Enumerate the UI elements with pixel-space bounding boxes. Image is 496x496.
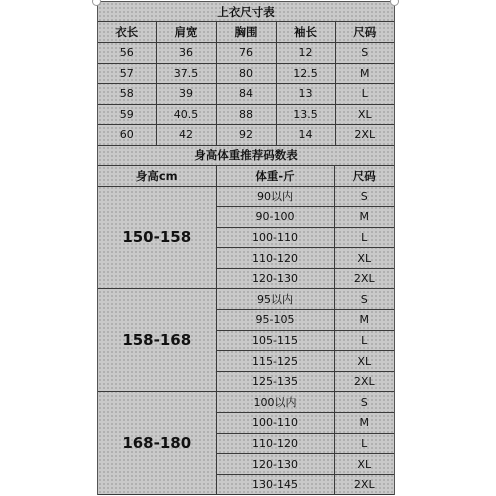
weight-cell: 120-130 [216, 268, 334, 289]
rec-size-cell: XL [334, 351, 394, 372]
size-cell: L [335, 84, 394, 105]
rec-size-cell: S [334, 392, 394, 413]
size-cell: 88 [216, 104, 276, 125]
rec-row [98, 392, 394, 413]
size-cell: XL [335, 104, 394, 125]
height-range-cell: 150-158 [98, 186, 216, 289]
size-cell: M [335, 63, 394, 84]
size-cell: 40.5 [156, 104, 216, 125]
header-size: 尺码 [335, 22, 394, 43]
header-chest: 胸围 [216, 22, 276, 43]
header-length: 衣长 [98, 22, 156, 43]
rec-size-cell: S [334, 186, 394, 207]
rec-size-cell: L [334, 330, 394, 351]
height-range-cell: 168-180 [98, 392, 216, 495]
size-table-body [98, 2, 394, 145]
weight-cell: 100-110 [216, 227, 334, 248]
size-cell: 92 [216, 125, 276, 146]
rec-table-header-row [98, 165, 394, 186]
recommendation-table-body [98, 146, 394, 495]
weight-cell: 125-135 [216, 371, 334, 392]
header-sleeve: 袖长 [276, 22, 335, 43]
rec-size-cell: XL [334, 454, 394, 475]
size-cell: 58 [98, 84, 156, 105]
size-cell: 13.5 [276, 104, 335, 125]
rec-table-title: 身高体重推荐码数表 [98, 146, 394, 166]
header-weight: 体重-斤 [216, 165, 334, 186]
size-cell: 39 [156, 84, 216, 105]
rec-size-cell: 2XL [334, 474, 394, 495]
rec-row [98, 186, 394, 207]
rec-size-cell: 2XL [334, 268, 394, 289]
size-cell: 76 [216, 43, 276, 64]
size-cell: 56 [98, 43, 156, 64]
weight-cell: 105-115 [216, 330, 334, 351]
weight-cell: 115-125 [216, 351, 334, 372]
size-cell: 12 [276, 43, 335, 64]
header-shoulder: 肩宽 [156, 22, 216, 43]
weight-cell: 110-120 [216, 248, 334, 269]
size-cell: 13 [276, 84, 335, 105]
size-row [98, 104, 394, 125]
rec-size-cell: M [334, 310, 394, 331]
weight-cell: 120-130 [216, 454, 334, 475]
height-range-cell: 158-168 [98, 289, 216, 392]
weight-cell: 95-105 [216, 310, 334, 331]
rec-row [98, 289, 394, 310]
size-cell: 60 [98, 125, 156, 146]
size-cell: 36 [156, 43, 216, 64]
rec-size-cell: 2XL [334, 371, 394, 392]
corner-handle [390, 0, 399, 6]
rec-size-cell: XL [334, 248, 394, 269]
size-row [98, 125, 394, 146]
header-rec-size: 尺码 [334, 165, 394, 186]
rec-table-title-row [98, 146, 394, 166]
weight-cell: 100以内 [216, 392, 334, 413]
weight-cell: 110-120 [216, 433, 334, 454]
weight-cell: 100-110 [216, 413, 334, 434]
recommendation-table [98, 146, 394, 496]
size-cell: 2XL [335, 125, 394, 146]
size-cell: 37.5 [156, 63, 216, 84]
size-row [98, 63, 394, 84]
rec-size-cell: L [334, 227, 394, 248]
rec-size-cell: L [334, 433, 394, 454]
size-row [98, 43, 394, 64]
rec-size-cell: M [334, 413, 394, 434]
size-chart-sheet [97, 1, 395, 495]
size-cell: S [335, 43, 394, 64]
size-cell: 57 [98, 63, 156, 84]
top-size-table [98, 2, 394, 146]
weight-cell: 130-145 [216, 474, 334, 495]
rec-size-cell: M [334, 207, 394, 228]
size-table-title-row [98, 2, 394, 22]
size-cell: 42 [156, 125, 216, 146]
size-cell: 59 [98, 104, 156, 125]
size-cell: 14 [276, 125, 335, 146]
size-cell: 12.5 [276, 63, 335, 84]
weight-cell: 95以内 [216, 289, 334, 310]
rec-size-cell: S [334, 289, 394, 310]
size-table-title: 上衣尺寸表 [98, 2, 394, 22]
header-height: 身高cm [98, 165, 216, 186]
size-row [98, 84, 394, 105]
weight-cell: 90以内 [216, 186, 334, 207]
size-cell: 84 [216, 84, 276, 105]
weight-cell: 90-100 [216, 207, 334, 228]
size-table-header-row [98, 22, 394, 43]
size-cell: 80 [216, 63, 276, 84]
